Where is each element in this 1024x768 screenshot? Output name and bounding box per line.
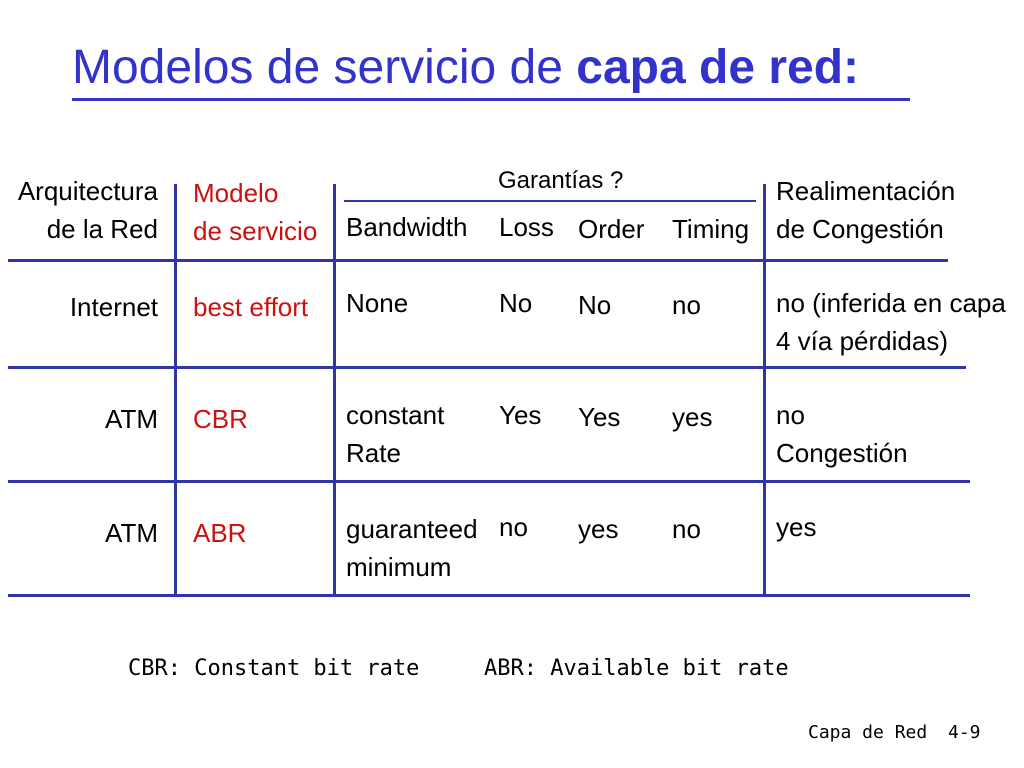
row1-order: No bbox=[578, 290, 612, 320]
title-underline bbox=[72, 98, 910, 101]
row-rule-4 bbox=[8, 594, 970, 597]
row-rule-1 bbox=[8, 259, 948, 262]
row1-feedback bbox=[776, 284, 1006, 360]
header-model-line2: de servicio bbox=[193, 216, 318, 246]
row2-arch: ATM bbox=[105, 404, 158, 434]
header-model bbox=[193, 174, 317, 250]
slide-title bbox=[72, 40, 859, 95]
row2-order: Yes bbox=[578, 402, 621, 432]
row2-feedback-line1: no bbox=[776, 400, 805, 430]
row1-feedback-line2: 4 vía pérdidas) bbox=[776, 326, 948, 356]
garantias-header: Garantías ? bbox=[498, 167, 624, 194]
row3-feedback-line1: yes bbox=[776, 512, 817, 542]
row2-bandwidth-line1: constant bbox=[346, 400, 445, 430]
footer-section: Capa de Red bbox=[808, 722, 928, 743]
row3-order: yes bbox=[578, 514, 619, 544]
row-rule-3 bbox=[8, 480, 970, 483]
row2-bandwidth bbox=[346, 396, 444, 472]
row3-model: ABR bbox=[193, 518, 247, 548]
row3-arch: ATM bbox=[105, 518, 158, 548]
col-rule-2 bbox=[333, 184, 336, 594]
row1-bandwidth bbox=[346, 284, 408, 322]
legend-abr: ABR: Available bit rate bbox=[484, 656, 789, 681]
header-order: Order bbox=[578, 214, 645, 244]
header-arch bbox=[0, 172, 158, 248]
row3-feedback bbox=[776, 508, 816, 546]
row2-timing: yes bbox=[672, 402, 713, 432]
slide-title-normal: Modelos de servicio de bbox=[72, 41, 577, 94]
row1-arch: Internet bbox=[69, 292, 158, 322]
row3-timing: no bbox=[672, 514, 701, 544]
row2-loss: Yes bbox=[499, 400, 542, 430]
garantias-rule bbox=[344, 200, 756, 202]
col-rule-1 bbox=[174, 184, 177, 594]
header-bandwidth: Bandwidth bbox=[346, 212, 468, 242]
row1-bandwidth-line1: None bbox=[346, 288, 409, 318]
row3-loss: no bbox=[499, 512, 528, 542]
header-arch-line2: de la Red bbox=[46, 214, 158, 244]
row2-feedback bbox=[776, 396, 908, 472]
header-feedback-line2: de Congestión bbox=[776, 214, 944, 244]
row-rule-2 bbox=[8, 366, 966, 369]
row1-timing: no bbox=[672, 290, 701, 320]
header-feedback bbox=[776, 172, 955, 248]
header-loss: Loss bbox=[499, 212, 554, 242]
row1-model: best effort bbox=[193, 292, 309, 322]
row3-bandwidth bbox=[346, 510, 478, 586]
footer-page: 4-9 bbox=[948, 722, 981, 743]
header-feedback-line1: Realimentación bbox=[776, 176, 956, 206]
row3-bandwidth-line1: guaranteed bbox=[346, 514, 478, 544]
row3-bandwidth-line2: minimum bbox=[346, 552, 452, 582]
row1-feedback-line1: no (inferida en capa bbox=[776, 288, 1006, 318]
row1-loss: No bbox=[499, 288, 533, 318]
header-timing: Timing bbox=[672, 214, 750, 244]
header-model-line1: Modelo bbox=[193, 178, 279, 208]
legend-cbr: CBR: Constant bit rate bbox=[128, 656, 420, 681]
header-arch-line1: Arquitectura bbox=[17, 176, 158, 206]
row2-bandwidth-line2: Rate bbox=[346, 438, 401, 468]
slide-title-bold: capa de red: bbox=[576, 41, 860, 94]
row2-model: CBR bbox=[193, 404, 248, 434]
row2-feedback-line2: Congestión bbox=[776, 438, 908, 468]
col-rule-3 bbox=[763, 184, 766, 594]
